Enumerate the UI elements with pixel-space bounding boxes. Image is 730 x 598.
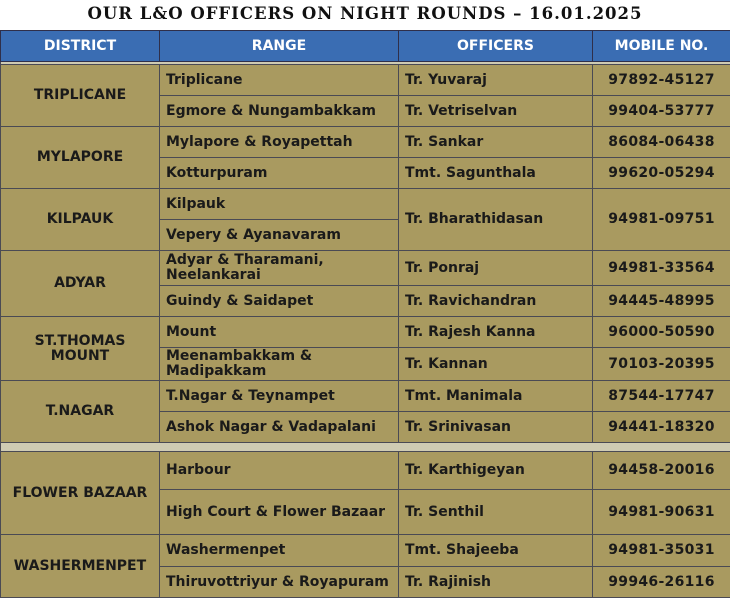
range-cell: T.Nagar & Teynampet [160, 381, 399, 412]
mobile-cell: 94981-35031 [593, 535, 730, 567]
range-cell: Egmore & Nungambakkam [160, 96, 399, 127]
officer-cell: Tr. Kannan [399, 348, 593, 381]
range-cell: Kilpauk [160, 189, 399, 220]
officer-cell: Tr. Rajinish [399, 567, 593, 598]
mobile-cell: 94441-18320 [593, 412, 730, 443]
range-cell: Guindy & Saidapet [160, 286, 399, 317]
mobile-cell: 94981-90631 [593, 490, 730, 535]
page-title: OUR L&O OFFICERS ON NIGHT ROUNDS – 16.01.2025 [0, 0, 730, 30]
range-cell: Mount [160, 317, 399, 348]
district-cell: ST.THOMAS MOUNT [1, 317, 160, 381]
header-mobile: MOBILE NO. [593, 31, 730, 62]
mobile-cell: 99620-05294 [593, 158, 730, 189]
district-cell: WASHERMENPET [1, 535, 160, 598]
mobile-cell: 94445-48995 [593, 286, 730, 317]
table-row [1, 317, 730, 348]
range-cell: Triplicane [160, 65, 399, 96]
range-cell: Mylapore & Royapettah [160, 127, 399, 158]
district-cell: T.NAGAR [1, 381, 160, 443]
mobile-cell: 96000-50590 [593, 317, 730, 348]
table-row [1, 381, 730, 412]
header-district: DISTRICT [1, 31, 160, 62]
officer-cell: Tr. Vetriselvan [399, 96, 593, 127]
officer-cell: Tr. Ravichandran [399, 286, 593, 317]
table-row [1, 65, 730, 96]
header-officers: OFFICERS [399, 31, 593, 62]
officer-cell: Tmt. Manimala [399, 381, 593, 412]
table-row [1, 452, 730, 490]
officers-table [0, 30, 730, 598]
mobile-cell: 97892-45127 [593, 65, 730, 96]
district-cell: MYLAPORE [1, 127, 160, 189]
mobile-cell: 99946-26116 [593, 567, 730, 598]
mobile-cell: 86084-06438 [593, 127, 730, 158]
officer-cell: Tmt. Sagunthala [399, 158, 593, 189]
range-cell: Thiruvottriyur & Royapuram [160, 567, 399, 598]
officer-cell: Tr. Ponraj [399, 251, 593, 286]
table-row [1, 127, 730, 158]
officer-cell: Tr. Rajesh Kanna [399, 317, 593, 348]
range-cell: High Court & Flower Bazaar [160, 490, 399, 535]
district-cell: TRIPLICANE [1, 65, 160, 127]
range-cell: Harbour [160, 452, 399, 490]
mobile-cell: 94981-09751 [593, 189, 730, 251]
range-cell: Ashok Nagar & Vadapalani [160, 412, 399, 443]
mobile-cell: 99404-53777 [593, 96, 730, 127]
officer-cell: Tr. Senthil [399, 490, 593, 535]
officer-cell: Tmt. Shajeeba [399, 535, 593, 567]
mobile-cell: 94981-33564 [593, 251, 730, 286]
table-row [1, 189, 730, 220]
district-cell: FLOWER BAZAAR [1, 452, 160, 535]
officer-cell: Tr. Srinivasan [399, 412, 593, 443]
range-cell: Adyar & Tharamani, Neelankarai [160, 251, 399, 286]
officer-cell: Tr. Sankar [399, 127, 593, 158]
range-cell: Meenambakkam & Madipakkam [160, 348, 399, 381]
district-cell: KILPAUK [1, 189, 160, 251]
range-cell: Kotturpuram [160, 158, 399, 189]
range-cell: Washermenpet [160, 535, 399, 567]
officer-cell: Tr. Karthigeyan [399, 452, 593, 490]
table-row [1, 535, 730, 567]
range-cell: Vepery & Ayanavaram [160, 220, 399, 251]
mobile-cell: 87544-17747 [593, 381, 730, 412]
table-header-row [1, 31, 730, 62]
spacer [1, 443, 730, 452]
district-cell: ADYAR [1, 251, 160, 317]
table-row [1, 251, 730, 286]
mobile-cell: 94458-20016 [593, 452, 730, 490]
officer-cell: Tr. Bharathidasan [399, 189, 593, 251]
mobile-cell: 70103-20395 [593, 348, 730, 381]
header-range: RANGE [160, 31, 399, 62]
officer-cell: Tr. Yuvaraj [399, 65, 593, 96]
